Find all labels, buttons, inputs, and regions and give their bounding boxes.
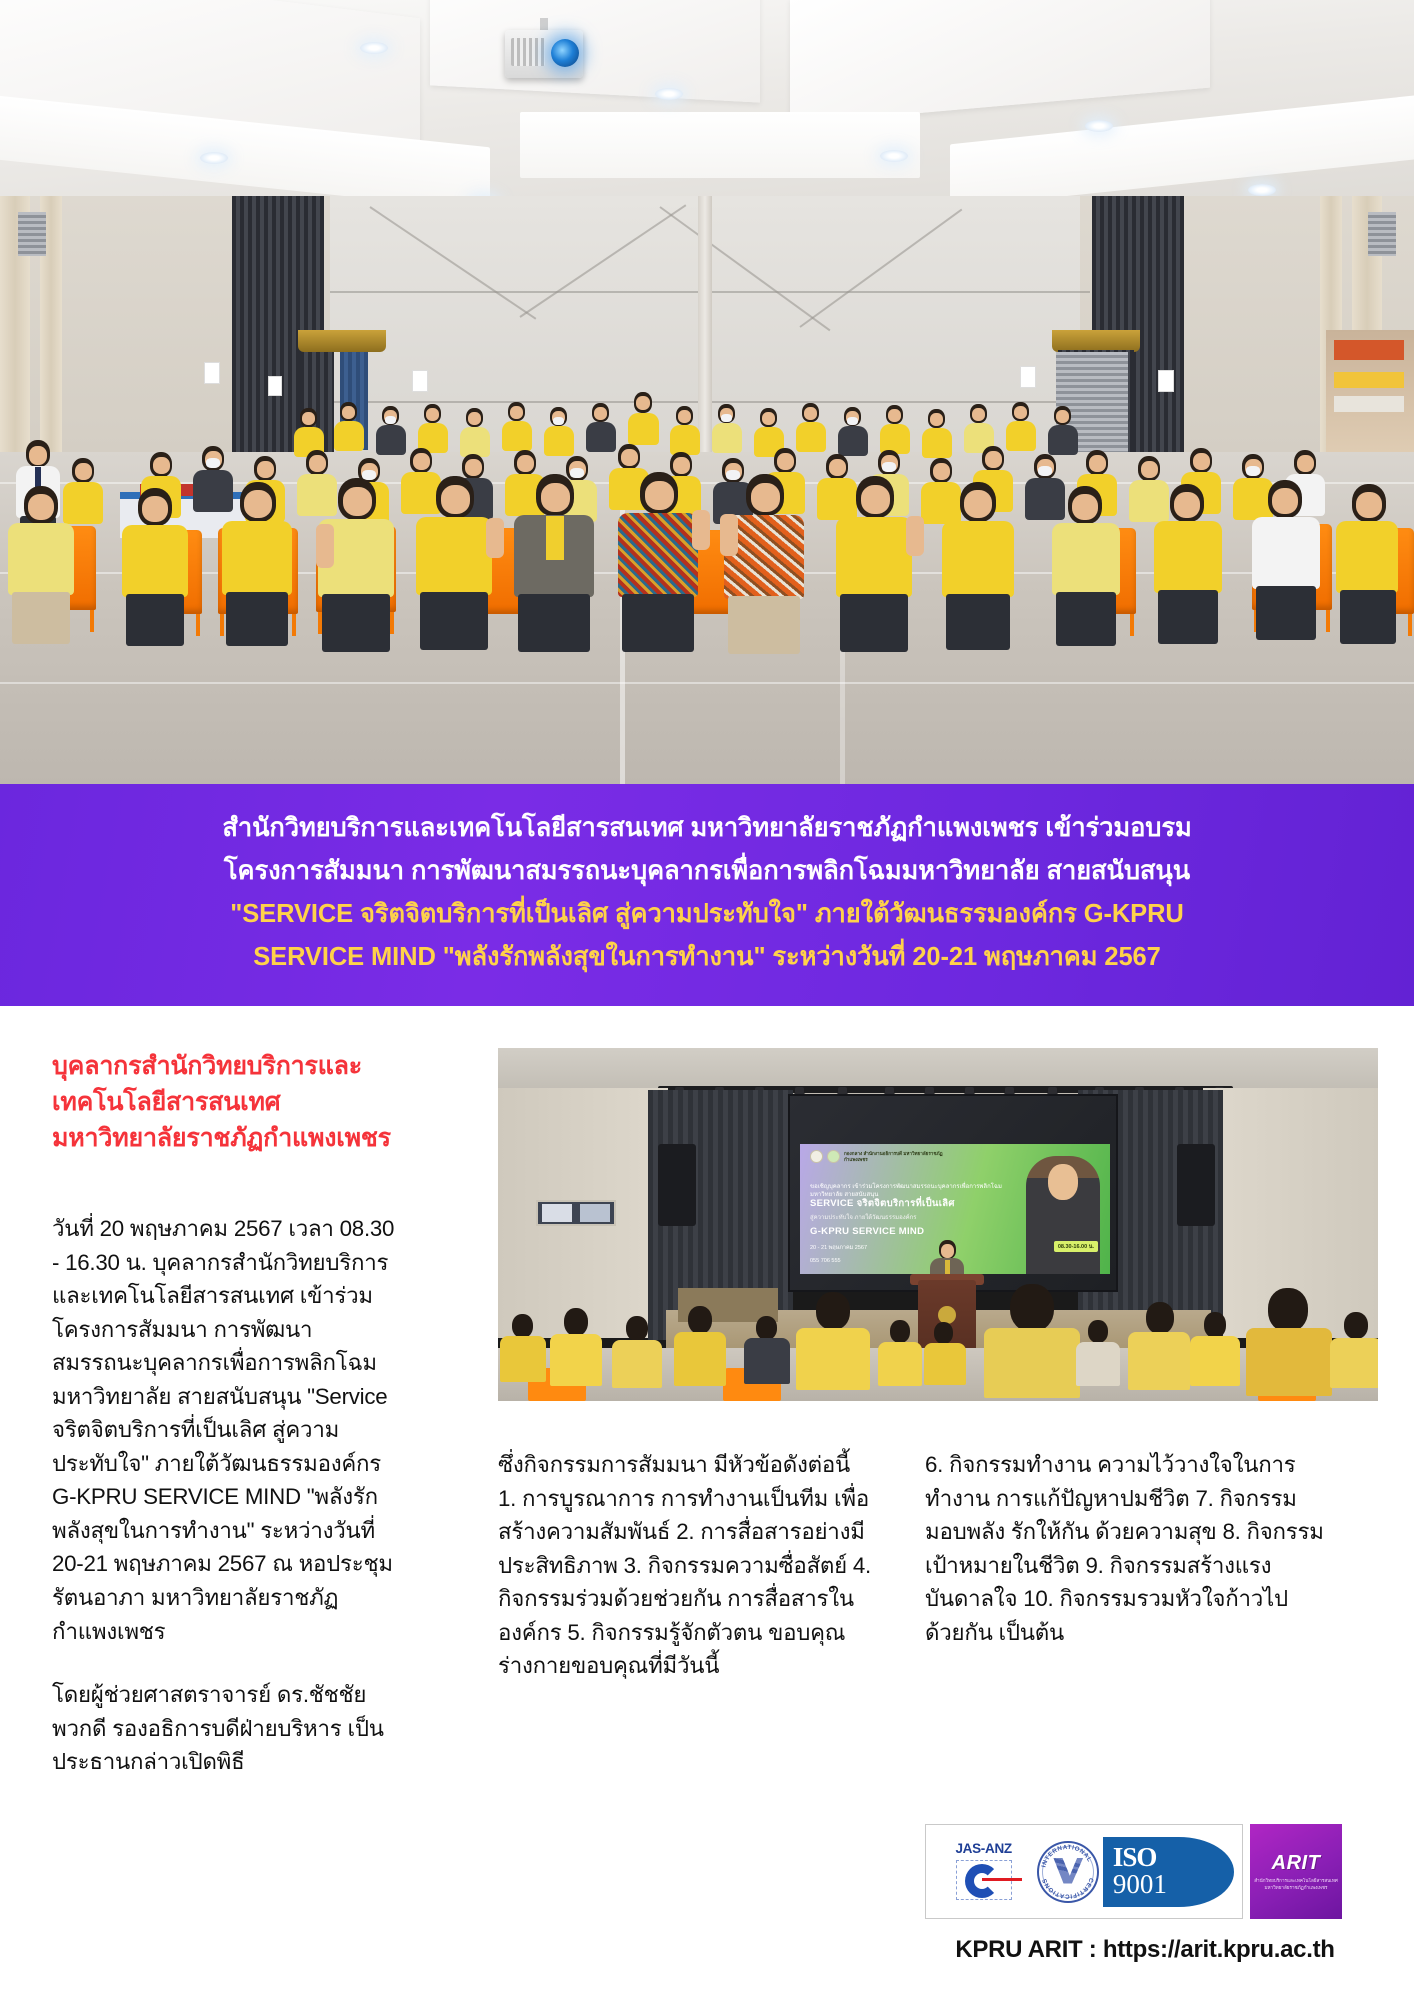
slide-org-line: กองกลาง สำนักงานอธิการบดี มหาวิทยาลัยราชภัฏกำแพงเพชร	[844, 1151, 943, 1162]
slide-title-main: SERVICE จริตจิตบริการที่เป็นเลิศ	[810, 1198, 955, 1209]
slide-phone: 055 706 555	[810, 1258, 841, 1264]
title-banner	[0, 784, 1414, 1006]
certification-logos	[925, 1824, 1342, 1919]
banner-line-4: SERVICE MIND "พลังรักพลังสุขในการทำงาน" ระหว่างวันที่ 20-21 พฤษภาคม 2567	[253, 942, 1161, 971]
arit-name: ARIT	[1271, 1852, 1321, 1875]
footer-url[interactable]: KPRU ARIT : https://arit.kpru.ac.th	[955, 1936, 1335, 1963]
arit-logo	[1250, 1824, 1342, 1919]
seminar-audience	[498, 1298, 1378, 1401]
jas-anz-mark-icon	[950, 1858, 1018, 1902]
banner-line-3: "SERVICE จริตจิตบริการที่เป็นเลิศ สู่ความประทับใจ" ภายใต้วัฒนธรรมองค์กร G-KPRU	[230, 900, 1184, 928]
article-heading: บุคลากรสำนักวิทยบริการและเทคโนโลยีสารสนเทศ มหาวิทยาลัยราชภัฏกำแพงเพชร	[52, 1052, 391, 1152]
seminar-photo	[498, 1048, 1378, 1401]
iso-number: 9001	[1112, 1868, 1167, 1899]
left-paragraph-1: วันที่ 20 พฤษภาคม 2567 เวลา 08.30 - 16.30 น. บุคลากรสำนักวิทยบริการและเทคโนโลยีสารสนเทศ เข้าร่วมโครงการสัมมนา การพัฒนาสมรรถนะบุคลากรเพื่อการพลิกโฉมมหาวิทยาลัย สายสนับสนุน "Service จริตจิตบริการที่เป็นเลิศ สู่ความประทับใจ" ภายใต้วัฒนธรรมองค์กร G-KPRU SERVICE MIND "พลังรักพลังสุขในการทำงาน" ระหว่างวันที่ 20-21 พฤษภาคม 2567 ณ หอประชุมรัตนอาภา มหาวิทยาลัยราชภัฏกำแพงเพชร	[52, 1216, 395, 1644]
slide-time-badge: 08.30-16.00 น.	[1054, 1241, 1098, 1252]
arit-subtitle: สำนักวิทยบริการและเทคโนโลยีสารสนเทศ มหาวิทยาลัยราชภัฏกำแพงเพชร	[1254, 1878, 1338, 1890]
svg-text:INTERNATIONAL: INTERNATIONAL	[1040, 1843, 1094, 1868]
slide-date: 20 - 21 พฤษภาคม 2567	[810, 1245, 868, 1251]
iso-label: ISO	[1112, 1842, 1157, 1873]
slide-title-sub: สู่ความประทับใจ ภายใต้วัฒนธรรมองค์กร	[810, 1215, 917, 1221]
seal-ring-text	[1037, 1841, 1099, 1903]
jas-anz-label: JAS-ANZ	[955, 1841, 1012, 1856]
projector-icon	[505, 30, 583, 78]
slide-subtitle: ขอเชิญบุคลากร เข้าร่วมโครงการพัฒนาสมรรถนะบุคลากรเพื่อการพลิกโฉมมหาวิทยาลัย สายสนับสนุน	[810, 1184, 1002, 1198]
iso-certification-box	[925, 1824, 1243, 1919]
left-column	[52, 1048, 400, 1779]
svg-text:CERTIFICATIONS: CERTIFICATIONS	[1041, 1876, 1096, 1900]
iso-9001-badge	[1103, 1837, 1234, 1907]
banner-line-1: สำนักวิทยบริการและเทคโนโลยีสารสนเทศ มหาวิทยาลัยราชภัฏกำแพงเพชร เข้าร่วมอบรม	[222, 814, 1192, 843]
audience-crowd	[0, 400, 1414, 784]
right-paragraph: 6. กิจกรรมทำงาน ความไว้วางใจในการทำงาน การแก้ปัญหาปมชีวิต 7. กิจกรรมมอบพลัง รักให้กัน ด้วยความสุข 8. กิจกรรมเป้าหมายในชีวิต 9. กิจกรรมสร้างแรงบันดาลใจ 10. กิจกรรมรวมหัวใจก้าวไปด้วยกัน เป็นต้น	[925, 1452, 1324, 1645]
international-certifications-seal-icon	[1037, 1841, 1099, 1903]
ceiling	[0, 0, 1414, 210]
jas-anz-logo	[934, 1841, 1033, 1902]
left-body	[52, 1212, 400, 1779]
article-content	[0, 1006, 1414, 2000]
middle-column	[498, 1448, 873, 1683]
hero-photo	[0, 0, 1414, 784]
left-paragraph-2: โดยผู้ช่วยศาสตราจารย์ ดร.ชัชชัย พวกดี รองอธิการบดีฝ่ายบริหาร เป็นประธานกล่าวเปิดพิธี	[52, 1682, 384, 1775]
banner-line-2: โครงการสัมมนา การพัฒนาสมรรถนะบุคลากรเพื่อการพลิกโฉมมหาวิทยาลัย สายสนับสนุน	[223, 857, 1191, 886]
right-column	[925, 1448, 1325, 1649]
middle-paragraph: ซึ่งกิจกรรมการสัมมนา มีหัวข้อดังต่อนี้ 1. การบูรณาการ การทำงานเป็นทีม เพื่อสร้างความสัมพันธ์ 2. การสื่อสารอย่างมีประสิทธิภาพ 3. กิจกรรมความซื่อสัตย์ 4. กิจกรรมร่วมด้วยช่วยกัน การสื่อสารในองค์กร 5. กิจกรรมรู้จักตัวตน ขอบคุณร่างกายขอบคุณที่มีวันนี้	[498, 1452, 872, 1679]
slide-brand: G-KPRU SERVICE MIND	[810, 1226, 925, 1237]
